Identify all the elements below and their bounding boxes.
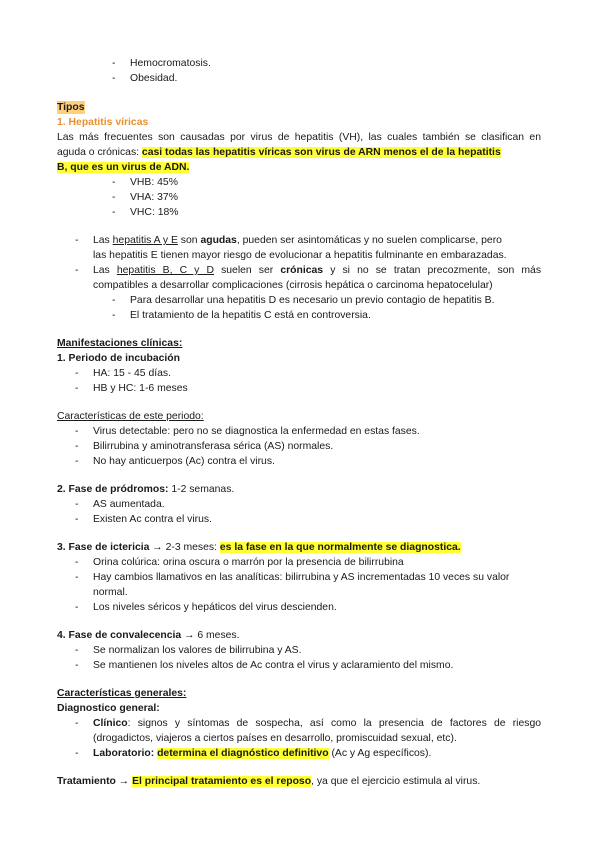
list-dash: - — [75, 368, 79, 379]
list-dash: - — [75, 748, 79, 759]
list-item — [93, 234, 502, 247]
list-item — [93, 717, 541, 730]
bold-text: Clínico — [93, 718, 128, 729]
subheading-diagnostico: Diagnostico general: — [57, 703, 160, 714]
text: → 2-3 meses: — [149, 542, 220, 553]
paragraph-line — [57, 146, 501, 159]
intro-text: Las más frecuentes son causadas por virus de hepatitis (VH), las cuales también se clasifican en — [57, 132, 541, 143]
bold-text: 4. Fase de convalecencia — [57, 630, 182, 641]
list-item-continuation: normal. — [93, 587, 128, 598]
text: , pueden ser asintomáticas y no suelen complicarse, pero — [236, 235, 502, 246]
list-dash: - — [75, 718, 79, 729]
phase-ictericia — [57, 541, 461, 554]
underlined-text: hepatitis A y E — [112, 235, 178, 246]
list-dash: - — [112, 73, 116, 84]
text: Las — [93, 235, 113, 246]
section-heading-generales: Características generales: — [57, 688, 187, 699]
list-dash: - — [75, 572, 79, 583]
list-dash: - — [112, 310, 116, 321]
text: Las — [93, 265, 117, 276]
text: → 6 meses. — [181, 630, 240, 641]
list-item: Obesidad. — [130, 73, 178, 84]
list-item: Para desarrollar una hepatitis D es necesario un previo contagio de hepatitis B. — [130, 295, 495, 306]
list-item: Los niveles séricos y hepáticos del virus descienden. — [93, 602, 337, 613]
list-dash: - — [75, 602, 79, 613]
list-item: HB y HC: 1-6 meses — [93, 383, 188, 394]
list-item: Se mantienen los niveles altos de Ac contra el virus y aclaramiento del mismo. — [93, 660, 454, 671]
list-dash: - — [112, 295, 116, 306]
underlined-text: hepatitis B, C y D — [116, 265, 214, 276]
highlight-text: El principal tratamiento es el reposo — [132, 776, 312, 787]
phase-prodromos — [57, 483, 234, 496]
list-item: El tratamiento de la hepatitis C está en controversia. — [130, 310, 371, 321]
bold-text: crónicas — [280, 265, 324, 276]
list-dash: - — [75, 499, 79, 510]
list-item: Orina colúrica: orina oscura o marrón por la presencia de bilirrubina — [93, 557, 404, 568]
list-dash: - — [75, 456, 79, 467]
subheading-caracteristicas-periodo: Características de este periodo: — [57, 411, 204, 422]
list-dash: - — [75, 235, 79, 246]
paragraph-line — [57, 131, 541, 144]
text: 1-2 semanas. — [168, 484, 235, 495]
text: : signos y síntomas de sospecha, así como la presencia de factores de riesgo — [127, 718, 541, 729]
highlight-text: es la fase en la que normalmente se diagnostica. — [219, 542, 461, 553]
list-dash: - — [112, 177, 116, 188]
text: son — [177, 235, 201, 246]
list-item — [93, 264, 541, 277]
bold-text: agudas — [200, 235, 237, 246]
justified-line — [93, 717, 541, 730]
list-item: Hemocromatosis. — [130, 58, 211, 69]
highlight-text: determina el diagnóstico definitivo — [157, 748, 329, 759]
list-dash: - — [75, 383, 79, 394]
list-dash: - — [75, 441, 79, 452]
list-item: AS aumentada. — [93, 499, 165, 510]
list-dash: - — [112, 58, 116, 69]
section-heading-manifestaciones: Manifestaciones clínicas: — [57, 338, 183, 349]
list-item: VHB: 45% — [130, 177, 178, 188]
tratamiento-line — [57, 775, 480, 788]
highlight-text: B, que es un virus de ADN. — [57, 162, 190, 173]
bold-text: Tratamiento → — [57, 776, 130, 787]
list-item-continuation: las hepatitis E tienen mayor riesgo de evolucionar a hepatitis fulminante en embarazadas. — [93, 250, 507, 261]
text: (Ac y Ag específicos). — [328, 748, 432, 759]
list-dash: - — [75, 557, 79, 568]
bold-text: Laboratorio: — [93, 748, 155, 759]
list-dash: - — [112, 207, 116, 218]
section-heading-tipos: Tipos — [57, 102, 85, 113]
list-dash: - — [112, 192, 116, 203]
list-item: Hay cambios llamativos en las analíticas: bilirrubina y AS incrementadas 10 veces su valor — [93, 572, 510, 583]
text: y si no se tratan precozmente, son más — [323, 265, 542, 276]
paragraph-line — [57, 161, 189, 174]
bold-text: 3. Fase de ictericia — [57, 542, 150, 553]
list-dash: - — [75, 426, 79, 437]
list-item — [93, 747, 431, 760]
intro-text: aguda o crónicas: — [57, 147, 142, 158]
list-dash: - — [75, 265, 79, 276]
list-item: Se normalizan los valores de bilirrubina y AS. — [93, 645, 302, 656]
bold-text: 2. Fase de pródromos: — [57, 484, 169, 495]
list-dash: - — [75, 514, 79, 525]
list-item: Virus detectable: pero no se diagnostica la enfermedad en estas fases. — [93, 426, 420, 437]
list-item: HA: 15 - 45 días. — [93, 368, 171, 379]
phase-convalecencia — [57, 629, 240, 642]
justified-line — [93, 264, 541, 277]
highlight-text: casi todas las hepatitis víricas son virus de ARN menos el de la hepatitis — [141, 147, 501, 158]
list-dash: - — [75, 660, 79, 671]
list-item: VHA: 37% — [130, 192, 178, 203]
list-item-continuation: compatibles a desarrollar complicaciones (cirrosis hepática o carcinoma hepatocelular) — [93, 280, 493, 291]
list-item-continuation: (drogadictos, viajeros a ciertos países en desarrollo, promiscuidad sexual, etc). — [93, 733, 457, 744]
list-item: Bilirrubina y aminotransferasa sérica (AS) normales. — [93, 441, 334, 452]
subheading-incubacion: 1. Periodo de incubación — [57, 353, 180, 364]
list-item: VHC: 18% — [130, 207, 179, 218]
text: suelen ser — [213, 265, 281, 276]
list-item: No hay anticuerpos (Ac) contra el virus. — [93, 456, 275, 467]
list-item: Existen Ac contra el virus. — [93, 514, 212, 525]
text: , ya que el ejercicio estimula al virus. — [311, 776, 481, 787]
list-dash: - — [75, 645, 79, 656]
subheading-hepatitis-viricas: 1. Hepatitis víricas — [57, 117, 149, 128]
